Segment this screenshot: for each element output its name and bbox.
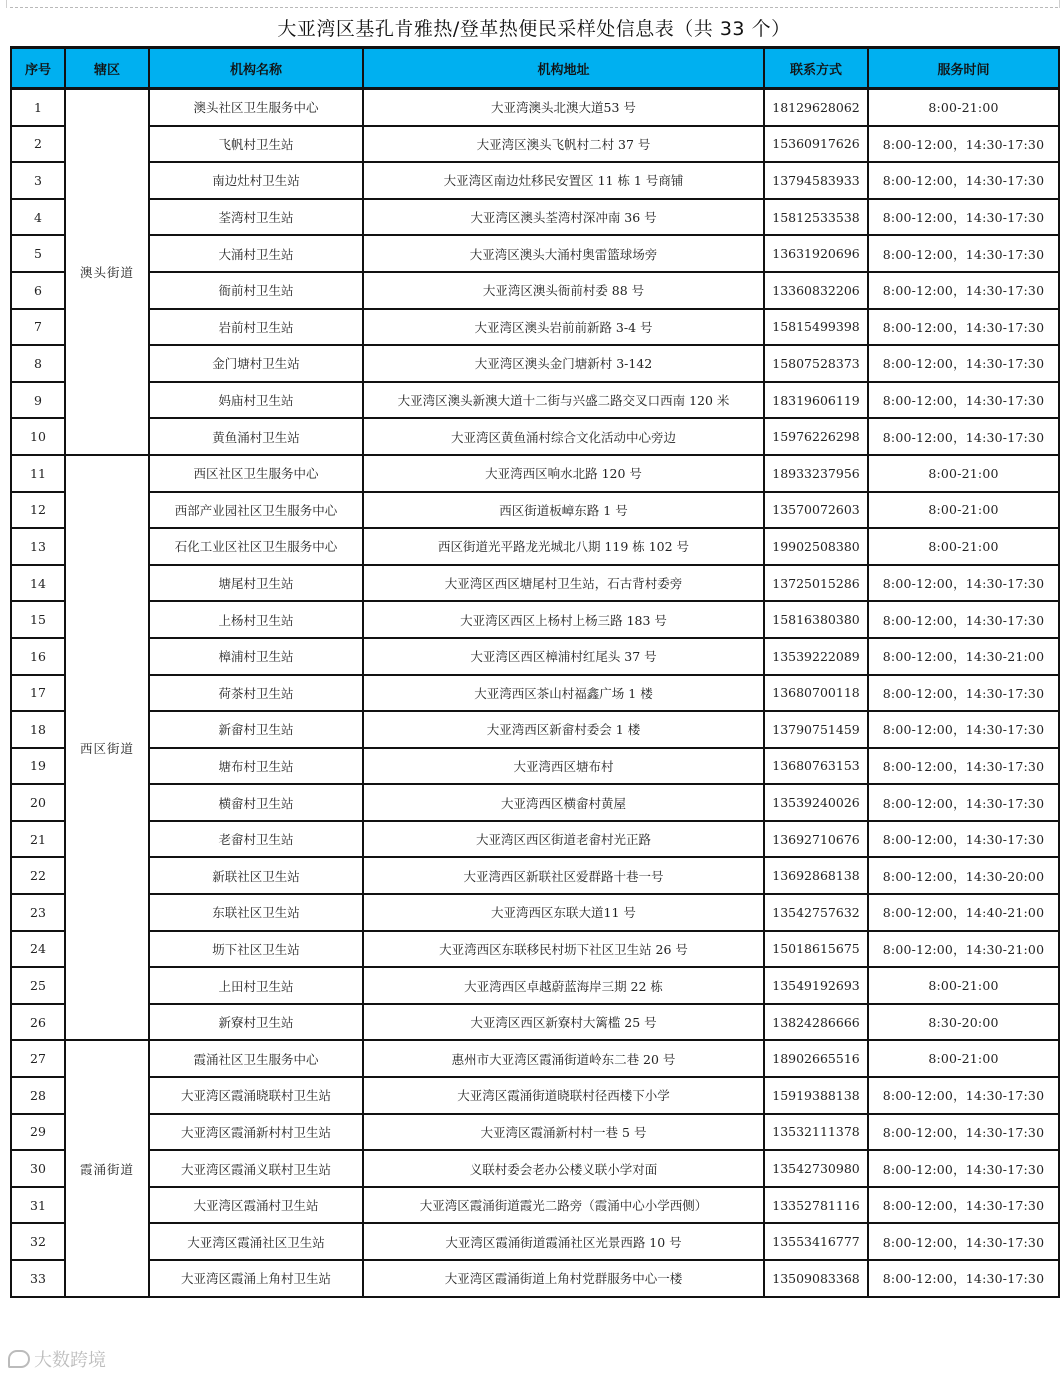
cell-seq: 19 [11, 748, 65, 785]
cell-phone: 13539240026 [764, 784, 868, 821]
cell-institution-name: 荃湾村卫生站 [149, 199, 363, 236]
table-row [11, 89, 1059, 126]
cell-seq: 1 [11, 89, 65, 126]
cell-service-hours: 8:00-21:00 [868, 492, 1059, 529]
table-row [11, 418, 1059, 455]
cell-seq: 12 [11, 492, 65, 529]
cell-address: 惠州市大亚湾区霞涌街道岭东二巷 20 号 [363, 1040, 764, 1077]
cell-service-hours: 8:00-21:00 [868, 89, 1059, 126]
column-header-name: 机构名称 [149, 48, 363, 89]
cell-phone: 13509083368 [764, 1260, 868, 1297]
cell-address: 大亚湾区霞涌新村村一巷 5 号 [363, 1114, 764, 1151]
cell-seq: 22 [11, 857, 65, 894]
table-row [11, 1077, 1059, 1114]
column-header-district: 辖区 [65, 48, 149, 89]
cell-institution-name: 大亚湾区霞涌晓联村卫生站 [149, 1077, 363, 1114]
cell-address: 大亚湾西区新联社区爱群路十巷一号 [363, 857, 764, 894]
cell-seq: 11 [11, 455, 65, 492]
table-row [11, 345, 1059, 382]
table-row [11, 1260, 1059, 1297]
table-row [11, 382, 1059, 419]
cell-seq: 5 [11, 235, 65, 272]
cell-phone: 13631920696 [764, 235, 868, 272]
cell-seq: 18 [11, 711, 65, 748]
cell-service-hours: 8:00-12:00，14:30-17:30 [868, 382, 1059, 419]
cell-institution-name: 西部产业园社区卫生服务中心 [149, 492, 363, 529]
table-row [11, 1187, 1059, 1224]
table-row [11, 748, 1059, 785]
table-row [11, 784, 1059, 821]
cell-phone: 13352781116 [764, 1187, 868, 1224]
cell-phone: 15815499398 [764, 309, 868, 346]
cell-service-hours: 8:00-12:00，14:30-17:30 [868, 345, 1059, 382]
cell-seq: 33 [11, 1260, 65, 1297]
cell-phone: 15018615675 [764, 931, 868, 968]
cell-address: 大亚湾区西区塘尾村卫生站，石古背村委旁 [363, 565, 764, 602]
cell-seq: 21 [11, 821, 65, 858]
cell-seq: 29 [11, 1114, 65, 1151]
cell-phone: 19902508380 [764, 528, 868, 565]
cell-phone: 13824286666 [764, 1004, 868, 1041]
cell-address: 大亚湾西区响水北路 120 号 [363, 455, 764, 492]
cell-institution-name: 霞涌社区卫生服务中心 [149, 1040, 363, 1077]
cell-address: 大亚湾西区东联大道11 号 [363, 894, 764, 931]
cell-institution-name: 东联社区卫生站 [149, 894, 363, 931]
table-row [11, 455, 1059, 492]
table-row [11, 492, 1059, 529]
cell-phone: 15812533538 [764, 199, 868, 236]
cell-service-hours: 8:00-12:00，14:30-17:30 [868, 126, 1059, 163]
cell-seq: 9 [11, 382, 65, 419]
cell-address: 大亚湾区澳头飞帆村二村 37 号 [363, 126, 764, 163]
cell-phone: 13360832206 [764, 272, 868, 309]
cell-institution-name: 石化工业区社区卫生服务中心 [149, 528, 363, 565]
cell-address: 大亚湾区西区新寮村大篱槛 25 号 [363, 1004, 764, 1041]
cell-service-hours: 8:00-12:00，14:40-21:00 [868, 894, 1059, 931]
cell-address: 大亚湾西区东联移民村坜下社区卫生站 26 号 [363, 931, 764, 968]
cell-district: 澳头街道 [65, 89, 149, 455]
table-row [11, 126, 1059, 163]
cell-address: 大亚湾区霞涌街道霞光二路旁（霞涌中心小学西侧） [363, 1187, 764, 1224]
cell-district: 西区街道 [65, 455, 149, 1041]
cell-institution-name: 横畲村卫生站 [149, 784, 363, 821]
cell-seq: 31 [11, 1187, 65, 1224]
cell-address: 大亚湾区霞涌街道上角村党群服务中心一楼 [363, 1260, 764, 1297]
cell-institution-name: 塘布村卫生站 [149, 748, 363, 785]
cell-seq: 26 [11, 1004, 65, 1041]
cell-seq: 17 [11, 675, 65, 712]
cell-institution-name: 荷茶村卫生站 [149, 675, 363, 712]
cell-address: 大亚湾澳头北澳大道53 号 [363, 89, 764, 126]
cell-address: 大亚湾西区塘布村 [363, 748, 764, 785]
table-row [11, 162, 1059, 199]
cell-institution-name: 大亚湾区霞涌上角村卫生站 [149, 1260, 363, 1297]
cell-service-hours: 8:00-12:00，14:30-17:30 [868, 711, 1059, 748]
cell-address: 大亚湾西区横畲村黄屋 [363, 784, 764, 821]
cell-seq: 6 [11, 272, 65, 309]
cell-seq: 8 [11, 345, 65, 382]
cell-service-hours: 8:00-12:00，14:30-21:00 [868, 638, 1059, 675]
cell-phone: 18319606119 [764, 382, 868, 419]
cell-service-hours: 8:00-21:00 [868, 528, 1059, 565]
cell-phone: 15816380380 [764, 601, 868, 638]
cell-phone: 18129628062 [764, 89, 868, 126]
cell-phone: 13680700118 [764, 675, 868, 712]
cell-phone: 13553416777 [764, 1223, 868, 1260]
table-body [11, 89, 1059, 1297]
cell-seq: 13 [11, 528, 65, 565]
table-row [11, 638, 1059, 675]
cell-seq: 28 [11, 1077, 65, 1114]
table-row [11, 857, 1059, 894]
cell-seq: 4 [11, 199, 65, 236]
cell-institution-name: 黄鱼涌村卫生站 [149, 418, 363, 455]
cell-seq: 7 [11, 309, 65, 346]
cell-institution-name: 金门塘村卫生站 [149, 345, 363, 382]
cell-service-hours: 8:00-12:00，14:30-17:30 [868, 418, 1059, 455]
header-row [11, 48, 1059, 89]
cell-service-hours: 8:00-12:00，14:30-17:30 [868, 1260, 1059, 1297]
cell-institution-name: 坜下社区卫生站 [149, 931, 363, 968]
cell-seq: 24 [11, 931, 65, 968]
cell-service-hours: 8:00-12:00，14:30-17:30 [868, 1077, 1059, 1114]
cell-service-hours: 8:30-20:00 [868, 1004, 1059, 1041]
column-header-address: 机构地址 [363, 48, 764, 89]
cell-service-hours: 8:00-12:00，14:30-17:30 [868, 162, 1059, 199]
table-row [11, 1223, 1059, 1260]
cell-seq: 10 [11, 418, 65, 455]
sampling-sites-table [10, 46, 1060, 1298]
table-row [11, 309, 1059, 346]
cell-address: 大亚湾区黄鱼涌村综合文化活动中心旁边 [363, 418, 764, 455]
cell-service-hours: 8:00-12:00，14:30-17:30 [868, 821, 1059, 858]
cell-service-hours: 8:00-12:00，14:30-17:30 [868, 1223, 1059, 1260]
cell-institution-name: 新联社区卫生站 [149, 857, 363, 894]
watermark-text: 大数跨境 [34, 1350, 106, 1371]
watermark [8, 1346, 106, 1372]
cell-institution-name: 樟浦村卫生站 [149, 638, 363, 675]
cell-address: 大亚湾区西区樟浦村红尾头 37 号 [363, 638, 764, 675]
column-header-seq: 序号 [11, 48, 65, 89]
cell-service-hours: 8:00-12:00，14:30-17:30 [868, 565, 1059, 602]
cell-seq: 3 [11, 162, 65, 199]
cell-phone: 13549192693 [764, 967, 868, 1004]
cell-seq: 15 [11, 601, 65, 638]
table-row [11, 199, 1059, 236]
cell-phone: 15919388138 [764, 1077, 868, 1114]
table-row [11, 711, 1059, 748]
cell-institution-name: 大涌村卫生站 [149, 235, 363, 272]
cell-seq: 25 [11, 967, 65, 1004]
cell-seq: 20 [11, 784, 65, 821]
column-header-phone: 联系方式 [764, 48, 868, 89]
cell-seq: 23 [11, 894, 65, 931]
cell-service-hours: 8:00-21:00 [868, 455, 1059, 492]
cell-address: 大亚湾区霞涌街道霞涌社区光景西路 10 号 [363, 1223, 764, 1260]
cell-institution-name: 大亚湾区霞涌村卫生站 [149, 1187, 363, 1224]
cell-address: 大亚湾区澳头大涌村奥雷篮球场旁 [363, 235, 764, 272]
cell-service-hours: 8:00-12:00，14:30-17:30 [868, 601, 1059, 638]
cell-address: 大亚湾区西区上杨村上杨三路 183 号 [363, 601, 764, 638]
cell-seq: 14 [11, 565, 65, 602]
cell-address: 大亚湾区南边灶移民安置区 11 栋 1 号商铺 [363, 162, 764, 199]
cell-institution-name: 新畲村卫生站 [149, 711, 363, 748]
table-row [11, 565, 1059, 602]
weibo-icon [8, 1350, 30, 1368]
cell-address: 义联村委会老办公楼义联小学对面 [363, 1150, 764, 1187]
cell-service-hours: 8:00-12:00，14:30-17:30 [868, 1114, 1059, 1151]
table-row [11, 894, 1059, 931]
cell-phone: 13542730980 [764, 1150, 868, 1187]
table-row [11, 967, 1059, 1004]
cell-institution-name: 岩前村卫生站 [149, 309, 363, 346]
cell-address: 西区街道板嶂东路 1 号 [363, 492, 764, 529]
cell-institution-name: 飞帆村卫生站 [149, 126, 363, 163]
table-row [11, 1004, 1059, 1041]
cell-phone: 15976226298 [764, 418, 868, 455]
cell-phone: 13692868138 [764, 857, 868, 894]
cell-service-hours: 8:00-12:00，14:30-20:00 [868, 857, 1059, 894]
cell-phone: 13725015286 [764, 565, 868, 602]
table-row [11, 821, 1059, 858]
cell-institution-name: 妈庙村卫生站 [149, 382, 363, 419]
table-row [11, 1150, 1059, 1187]
cell-seq: 16 [11, 638, 65, 675]
cell-service-hours: 8:00-12:00，14:30-17:30 [868, 1187, 1059, 1224]
cell-service-hours: 8:00-12:00，14:30-17:30 [868, 748, 1059, 785]
cell-institution-name: 上杨村卫生站 [149, 601, 363, 638]
cell-address: 大亚湾区澳头新澳大道十二街与兴盛二路交叉口西南 120 米 [363, 382, 764, 419]
cell-address: 大亚湾西区卓越蔚蓝海岸三期 22 栋 [363, 967, 764, 1004]
cell-phone: 18933237956 [764, 455, 868, 492]
cell-institution-name: 新寮村卫生站 [149, 1004, 363, 1041]
cell-institution-name: 衙前村卫生站 [149, 272, 363, 309]
cell-service-hours: 8:00-12:00，14:30-17:30 [868, 675, 1059, 712]
cell-phone: 13692710676 [764, 821, 868, 858]
cell-service-hours: 8:00-21:00 [868, 967, 1059, 1004]
cell-phone: 13794583933 [764, 162, 868, 199]
cell-district: 霞涌街道 [65, 1040, 149, 1296]
table-row [11, 931, 1059, 968]
cell-institution-name: 澳头社区卫生服务中心 [149, 89, 363, 126]
cell-address: 大亚湾区澳头金门塘新村 3-142 [363, 345, 764, 382]
table-row [11, 675, 1059, 712]
cell-address: 大亚湾西区茶山村福鑫广场 1 楼 [363, 675, 764, 712]
cell-institution-name: 大亚湾区霞涌社区卫生站 [149, 1223, 363, 1260]
cell-service-hours: 8:00-21:00 [868, 1040, 1059, 1077]
cell-address: 大亚湾区澳头衙前村委 88 号 [363, 272, 764, 309]
column-header-hours: 服务时间 [868, 48, 1059, 89]
cell-phone: 13570072603 [764, 492, 868, 529]
table-title: 大亚湾区基孔肯雅热/登革热便民采样处信息表（共 33 个） [10, 7, 1058, 46]
cell-phone: 15807528373 [764, 345, 868, 382]
cell-seq: 27 [11, 1040, 65, 1077]
cell-institution-name: 大亚湾区霞涌新村村卫生站 [149, 1114, 363, 1151]
cell-address: 大亚湾区澳头岩前前新路 3-4 号 [363, 309, 764, 346]
cell-service-hours: 8:00-12:00，14:30-17:30 [868, 784, 1059, 821]
table-row [11, 601, 1059, 638]
table-row [11, 1114, 1059, 1151]
cell-service-hours: 8:00-12:00，14:30-17:30 [868, 272, 1059, 309]
cell-service-hours: 8:00-12:00，14:30-21:00 [868, 931, 1059, 968]
cell-seq: 30 [11, 1150, 65, 1187]
cell-institution-name: 老畲村卫生站 [149, 821, 363, 858]
cell-address: 西区街道光平路龙光城北八期 119 栋 102 号 [363, 528, 764, 565]
cell-service-hours: 8:00-12:00，14:30-17:30 [868, 199, 1059, 236]
cell-address: 大亚湾西区新畲村委会 1 楼 [363, 711, 764, 748]
cell-institution-name: 上田村卫生站 [149, 967, 363, 1004]
cell-seq: 2 [11, 126, 65, 163]
table-row [11, 1040, 1059, 1077]
cell-phone: 13790751459 [764, 711, 868, 748]
cell-service-hours: 8:00-12:00，14:30-17:30 [868, 235, 1059, 272]
cell-service-hours: 8:00-12:00，14:30-17:30 [868, 309, 1059, 346]
table-row [11, 528, 1059, 565]
cell-address: 大亚湾区西区街道老畲村光正路 [363, 821, 764, 858]
cell-institution-name: 南边灶村卫生站 [149, 162, 363, 199]
cell-institution-name: 塘尾村卫生站 [149, 565, 363, 602]
cell-address: 大亚湾区霞涌街道晓联村径西楼下小学 [363, 1077, 764, 1114]
cell-phone: 13532111378 [764, 1114, 868, 1151]
cell-address: 大亚湾区澳头荃湾村深冲南 36 号 [363, 199, 764, 236]
cell-institution-name: 西区社区卫生服务中心 [149, 455, 363, 492]
cell-institution-name: 大亚湾区霞涌义联村卫生站 [149, 1150, 363, 1187]
table-row [11, 235, 1059, 272]
table-row [11, 272, 1059, 309]
cell-phone: 18902665516 [764, 1040, 868, 1077]
cell-service-hours: 8:00-12:00，14:30-17:30 [868, 1150, 1059, 1187]
cell-phone: 13680763153 [764, 748, 868, 785]
cell-phone: 15360917626 [764, 126, 868, 163]
cell-seq: 32 [11, 1223, 65, 1260]
cell-phone: 13542757632 [764, 894, 868, 931]
cell-phone: 13539222089 [764, 638, 868, 675]
